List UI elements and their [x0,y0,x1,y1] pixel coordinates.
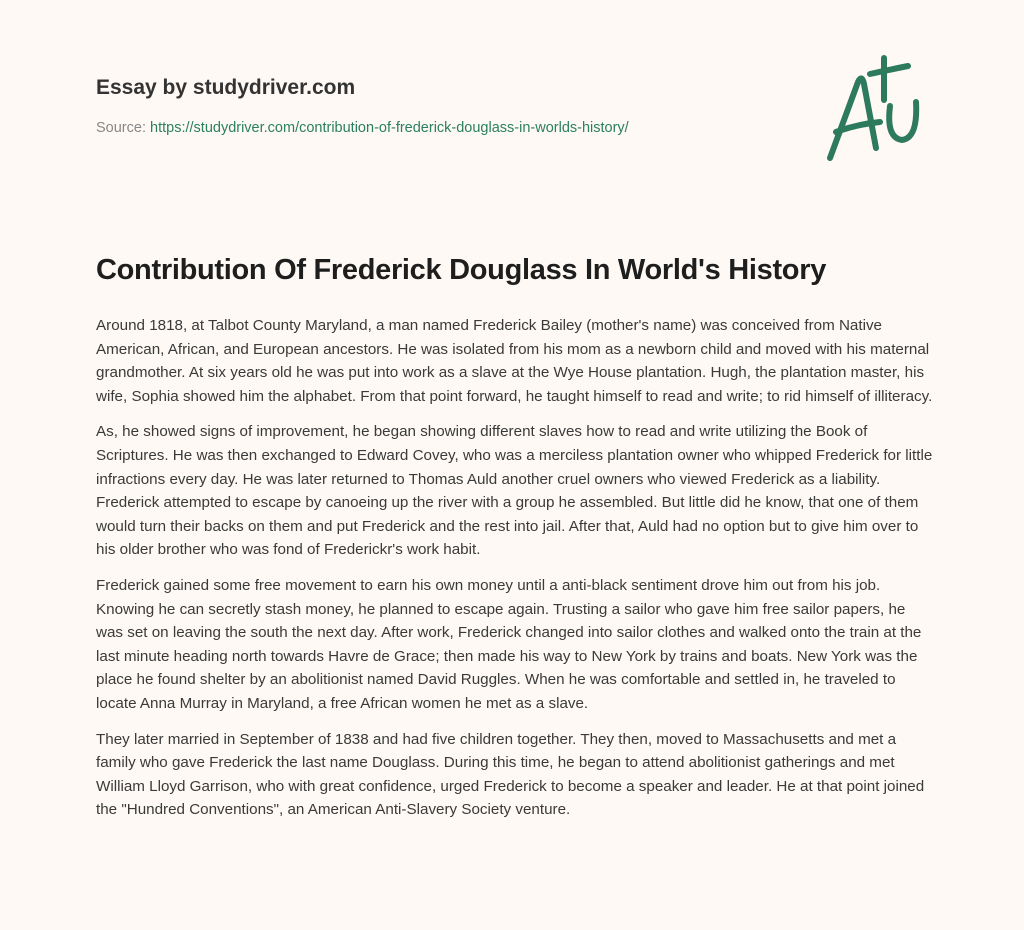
paragraph: Around 1818, at Talbot County Maryland, a man named Frederick Bailey (mother's name) was conceived from Native American, African, and European ancestors. He was isolated from his mom as a newborn child and moved with his maternal grandmother. At six years old he was put into work as a slave at the Wye House plantation. Hugh, the plantation master, his wife, Sophia showed him the alphabet. From that point forward, he taught himself to read and write; to rid himself of illiteracy. [96,317,933,405]
source-link[interactable]: https://studydriver.com/contribution-of-frederick-douglass-in-worlds-history/ [150,120,629,136]
essay-body [96,314,934,834]
paragraph: They later married in September of 1838 and had five children together. They then, moved to Massachusetts and met a family who gave Frederick the last name Douglass. During this time, he began to attend abolitionist gatherings and met William Lloyd Garrison, who with great confidence, urged Frederick to become a speaker and leader. He at that point joined the "Hundred Conventions", an American Anti-Slavery Society venture. [96,730,925,819]
source-line [96,120,629,136]
essay-header [96,76,629,136]
a-plus-logo-icon [818,40,928,165]
site-name: Essay by studydriver.com [96,76,356,99]
essay-title: Contribution Of Frederick Douglass In World's History [96,254,827,286]
paragraph: As, he showed signs of improvement, he began showing different slaves how to read and write utilizing the Book of Scriptures. He was then exchanged to Edward Covey, who was a merciless plantation owner who whipped Frederick for little infractions every day. He was later returned to Thomas Auld another cruel owners who viewed Frederick as a liability. Frederick attempted to escape by canoeing up the river with a group he assembled. But little did he know, that one of them would turn their backs on them and put Frederick and the rest into jail. After that, Auld had no option but to give him over to his older brother who was fond of Frederickr's work habit. [96,423,933,559]
source-label: Source: [96,120,146,136]
paragraph: Frederick gained some free movement to earn his own money until a anti-black sentiment drove him out from his job. Knowing he can secretly stash money, he planned to escape again. Trusting a sailor who gave him free sailor papers, he was set on leaving the south the next day. After work, Frederick changed into sailor clothes and walked onto the train at the last minute heading north towards Havre de Grace; then made his way to New York by trains and boats. New York was the place he found shelter by an abolitionist named David Ruggles. When he was comfortable and settled in, he traveled to locate Anna Murray in Maryland, a free African women he met as a slave. [96,576,922,712]
